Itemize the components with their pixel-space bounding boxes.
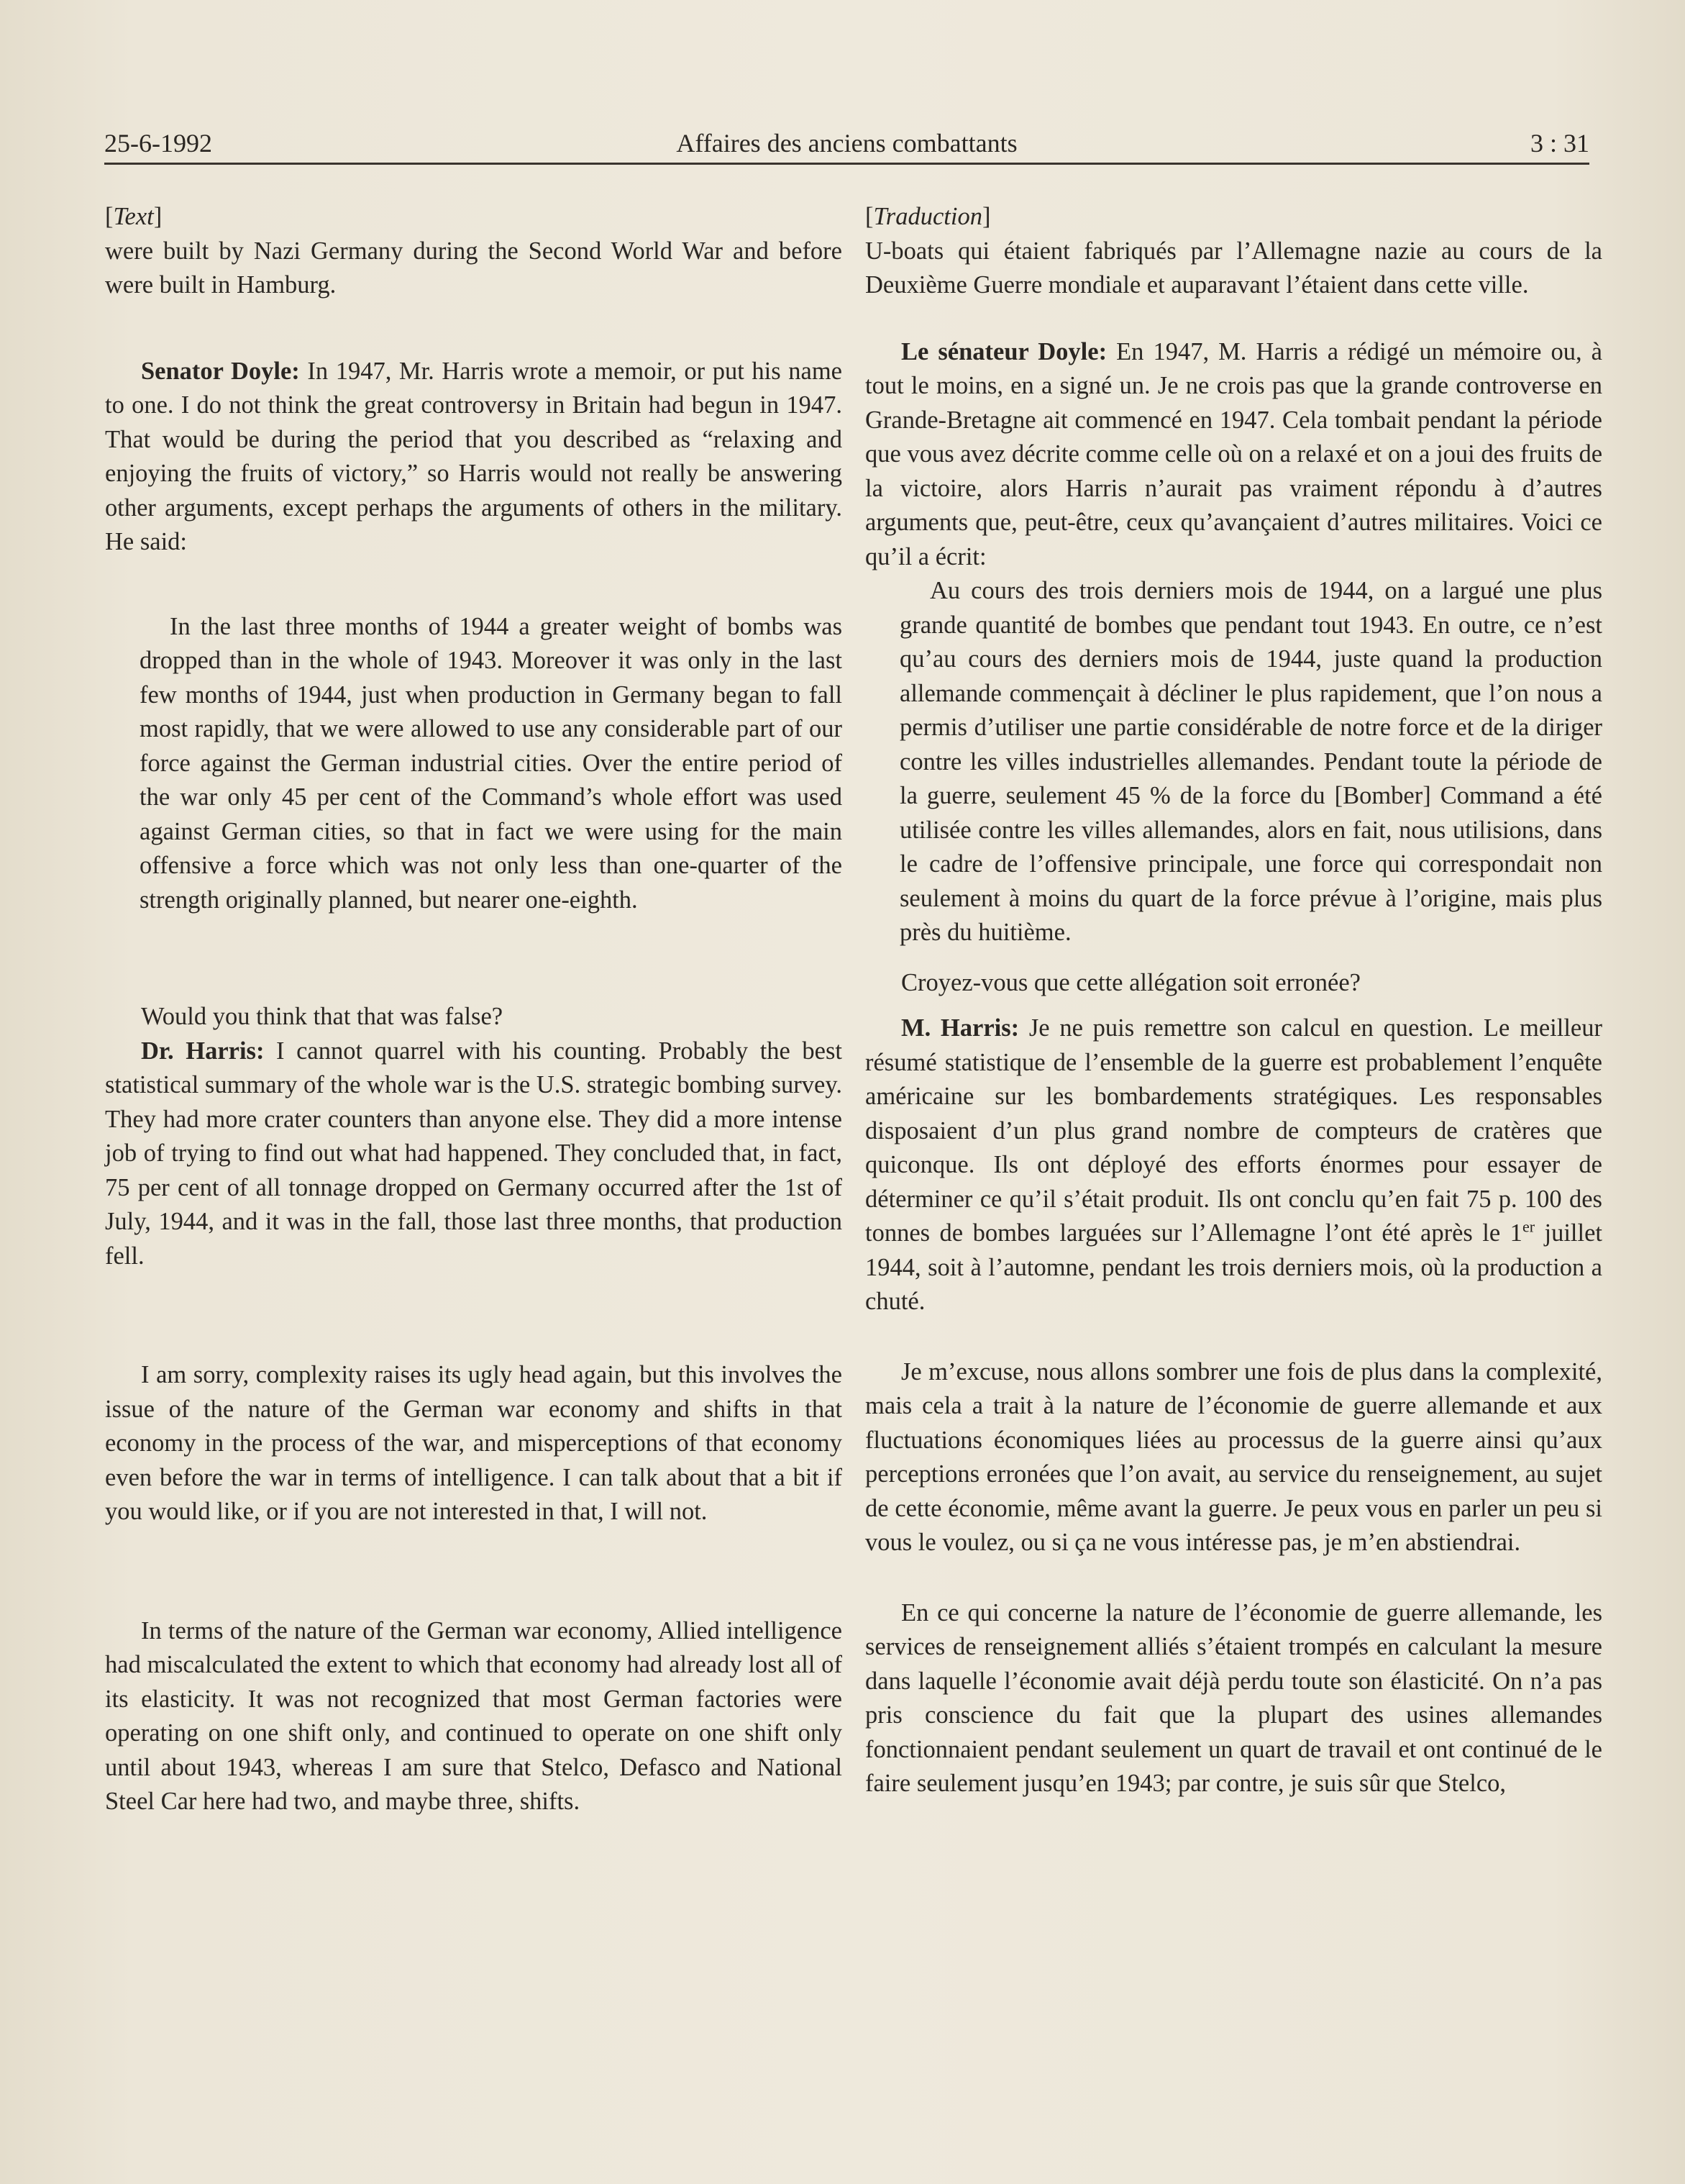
header-date: 25-6-1992	[104, 129, 212, 158]
traduction-tag: [Traduction]	[865, 203, 991, 230]
speaker-label: Le sénateur Doyle:	[901, 337, 1108, 365]
paragraph-m-harris: M. Harris: Je ne puis remettre son calcul en question. Le meilleur résumé statistique de l’ensemble de la guerre est probablement l’enquête américaine sur les bombardements stratégiques. Les responsables disposaient d’un plus grand nombre de compteurs de cratères que quiconque. Ils ont déployé des efforts énormes pour essayer de déterminer ce qu’il s’était produit. Ils ont conclu qu’en fait 75 p. 100 des tonnes de bombes larguées sur l’Allemagne l’ont été après le 1er juillet 1944, soit à l’automne, pendant les trois derniers mois, où la production a chuté.	[865, 1014, 1602, 1315]
text-tag: [Text]	[105, 203, 163, 230]
paragraph-question: Croyez-vous que cette allégation soit erronée?	[901, 968, 1361, 996]
paragraph-sorry: I am sorry, complexity raises its ugly head again, but this involves the issue of the nature of the German war economy and shifts in that economy in the process of the war, and misperceptions of that economy even before the war in terms of intelligence. I can talk about that a bit if you would like, or if you are not interested in that, I will not.	[105, 1361, 842, 1525]
page-header	[104, 122, 1589, 165]
header-page-number: 3 : 31	[1530, 129, 1589, 158]
paragraph-excuse: Je m’excuse, nous allons sombrer une fois de plus dans la complexité, mais cela a trait à la nature de l’économie de guerre allemande et aux fluctuations économiques liées au processus de la guerre ainsi qu’aux perceptions erronées que l’on avait, au service du renseignement, au sujet de cette économie, même avant la guerre. Je peux vous en parler un peu si vous le voulez, ou si ça ne vous intéresse pas, je m’en abstiendrai.	[865, 1357, 1602, 1556]
english-column	[105, 200, 842, 1819]
speaker-label: Senator Doyle:	[141, 357, 300, 385]
paragraph-dr-harris: Dr. Harris: I cannot quarrel with his counting. Probably the best statistical summary of the whole war is the U.S. strategic bombing survey. They had more crater counters than anyone else. They did a more intense job of trying to find out what had happened. They concluded that, in fact, 75 per cent of all tonnage dropped on Germany occurred after the 1st of July, 1944, and it was in the fall, those last three months, that production fell.	[105, 1037, 842, 1270]
paragraph-senateur-doyle: Le sénateur Doyle: En 1947, M. Harris a rédigé un mémoire ou, à tout le moins, en a signé un. Je ne crois pas que la grande controverse en Grande-Bretagne ait commencé en 1947. Cela tombait pendant la période que vous avez décrite comme celle où on a relaxé et on a joui des fruits de la victoire, alors Harris n’aurait pas vraiment répondu à d’autres arguments que, peut-être, ceux qu’avançaient d’autres militaires. Voici ce qu’il a écrit:	[865, 337, 1603, 570]
paragraph-continuation: U-boats qui étaient fabriqués par l’Allemagne nazie au cours de la Deuxième Guerre mondiale et auparavant l’étaient dans cette ville.	[865, 237, 1602, 299]
speaker-label: M. Harris:	[901, 1014, 1020, 1042]
paragraph-question: Would you think that that was false?	[141, 1003, 503, 1030]
paragraph-continuation: were built by Nazi Germany during the Second World War and before were built in Hamburg.	[105, 237, 842, 299]
paragraph-senator-doyle: Senator Doyle: In 1947, Mr. Harris wrote a memoir, or put his name to one. I do not think the great controversy in Britain had begun in 1947. That would be during the period that you described as “relaxing and enjoying the fruits of victory,” so Harris would not really be answering other arguments, except perhaps the arguments of others in the military. He said:	[105, 357, 842, 555]
paragraph-terms: In terms of the nature of the German war economy, Allied intelligence had miscalculated the extent to which that economy had already lost all of its elasticity. It was not recognized that most German factories were operating on one shift only, and continued to operate on one shift only until about 1943, whereas I am sure that Stelco, Defasco and National Steel Car here had two, and maybe three, shifts.	[105, 1616, 842, 1815]
block-quote: In the last three months of 1944 a greater weight of bombs was dropped than in the whole of 1943. Moreover it was only in the last few months of 1944, just when production in Germany began to fall most rapidly, that we were allowed to use any considerable part of our force against the German industrial cities. Over the entire period of the war only 45 per cent of the Command’s whole effort was used against German cities, so that in fact we were using for the main offensive a force which was not only less than one-quarter of the strength originally planned, but nearer one-eighth.	[140, 612, 842, 914]
french-column	[865, 200, 1602, 1801]
speaker-label: Dr. Harris:	[141, 1037, 265, 1065]
header-title: Affaires des anciens combattants	[676, 129, 1018, 158]
paragraph-en-ce-qui-concerne: En ce qui concerne la nature de l’économie de guerre allemande, les services de renseignement alliés s’étaient trompés en calculant la mesure dans laquelle l’économie avait déjà perdu toute son élasticité. On n’a pas pris conscience du fait que la plupart des usines allemandes fonctionnaient pendant seulement un quart de travail et ont continué de le faire seulement jusqu’en 1943; par contre, je suis sûr que Stelco,	[865, 1598, 1602, 1797]
block-quote: Au cours des trois derniers mois de 1944, on a largué une plus grande quantité de bombes que pendant tout 1943. En outre, ce n’est qu’au cours des derniers mois de 1944, juste quand la production allemande commençait à décliner le plus rapidement, que l’on nous a permis d’utiliser une partie considérable de notre force et de la diriger contre les villes industrielles allemandes. Pendant toute la période de la guerre, seulement 45 % de la force du [Bomber] Command a été utilisée contre les villes allemandes, alors en fait, nous utilisions, dans le cadre de l’offensive principale, une force qui correspondait non seulement à moins du quart de la force prévue à l’origine, mais plus près du huitième.	[900, 577, 1602, 946]
